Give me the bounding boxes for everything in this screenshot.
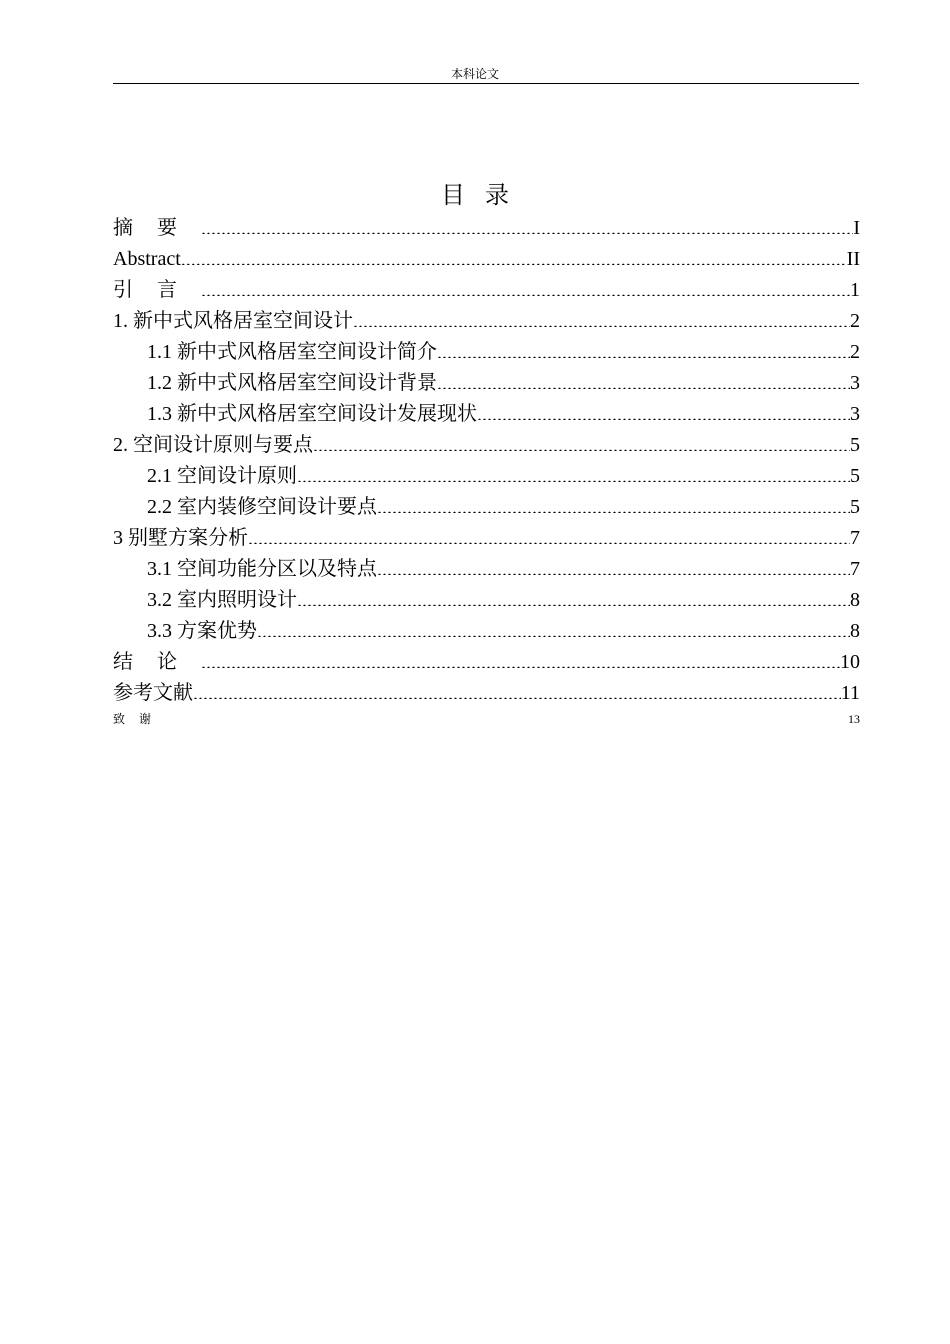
toc-entry-label: 1.1 新中式风格居室空间设计简介: [147, 341, 437, 363]
table-of-contents: [113, 213, 860, 729]
toc-leader-dots: [353, 307, 850, 327]
toc-entry-label: 参考文献: [113, 682, 193, 704]
toc-entry-page: 8: [850, 620, 860, 642]
toc-leader-dots: [181, 245, 847, 265]
toc-entry-page: 10: [840, 651, 860, 673]
toc-entry-page: 7: [850, 527, 860, 549]
header-rule: [113, 83, 859, 84]
toc-entry-chapter-1[interactable]: [113, 306, 860, 337]
toc-entry-section-2-2[interactable]: [113, 492, 860, 523]
toc-entry-label: Abstract: [113, 248, 181, 270]
page-header: 本科论文: [450, 67, 499, 81]
toc-entry-label: 摘要: [113, 217, 201, 239]
toc-entry-page: 5: [850, 496, 860, 518]
toc-entry-acknowledgements[interactable]: [113, 709, 860, 729]
toc-leader-dots: [193, 679, 841, 699]
toc-entry-label: 2.2 室内装修空间设计要点: [147, 496, 377, 518]
toc-entry-label: 致谢: [113, 712, 166, 726]
toc-entry-chapter-3[interactable]: [113, 523, 860, 554]
toc-entry-abstract-cn[interactable]: [113, 213, 860, 244]
toc-entry-page: 7: [850, 558, 860, 580]
toc-entry-page: II: [846, 248, 860, 270]
toc-leader-dots: [297, 586, 850, 606]
toc-entry-page: 3: [850, 372, 860, 394]
toc-leader-dots: [257, 617, 850, 637]
toc-entry-label: 引言: [113, 279, 201, 301]
toc-leader-dots: [201, 214, 853, 234]
toc-leader-dots: [297, 462, 850, 482]
toc-entry-label: 结论: [113, 651, 201, 673]
toc-entry-label: 3.2 室内照明设计: [147, 589, 297, 611]
toc-entry-label: 1.3 新中式风格居室空间设计发展现状: [147, 403, 477, 425]
toc-entry-section-3-1[interactable]: [113, 554, 860, 585]
toc-entry-page: 13: [848, 712, 860, 726]
toc-entry-section-1-3[interactable]: [113, 399, 860, 430]
toc-leader-dots: [377, 493, 850, 513]
toc-leader-dots: [165, 711, 848, 723]
toc-entry-section-3-3[interactable]: [113, 616, 860, 647]
toc-entry-label: 1. 新中式风格居室空间设计: [113, 310, 353, 332]
toc-entry-page: 11: [840, 682, 860, 704]
toc-leader-dots: [437, 338, 850, 358]
toc-entry-page: 3: [850, 403, 860, 425]
toc-entry-section-2-1[interactable]: [113, 461, 860, 492]
toc-entry-label: 3 别墅方案分析: [113, 527, 248, 549]
toc-entry-page: 2: [850, 341, 860, 363]
toc-entry-page: I: [853, 217, 860, 239]
toc-entry-label: 2. 空间设计原则与要点: [113, 434, 313, 456]
toc-entry-conclusion[interactable]: [113, 647, 860, 678]
toc-leader-dots: [201, 276, 850, 296]
toc-entry-abstract-en[interactable]: [113, 244, 860, 275]
toc-leader-dots: [477, 400, 850, 420]
toc-leader-dots: [437, 369, 850, 389]
toc-entry-page: 5: [850, 434, 860, 456]
toc-entry-label: 2.1 空间设计原则: [147, 465, 297, 487]
toc-entry-page: 5: [850, 465, 860, 487]
toc-leader-dots: [201, 648, 840, 668]
toc-entry-references[interactable]: [113, 678, 860, 709]
toc-leader-dots: [248, 524, 850, 544]
toc-entry-chapter-2[interactable]: [113, 430, 860, 461]
toc-leader-dots: [313, 431, 850, 451]
toc-title: 目录: [441, 181, 529, 209]
toc-entry-label: 1.2 新中式风格居室空间设计背景: [147, 372, 437, 394]
toc-entry-section-1-1[interactable]: [113, 337, 860, 368]
toc-entry-page: 2: [850, 310, 860, 332]
toc-leader-dots: [377, 555, 850, 575]
toc-entry-label: 3.3 方案优势: [147, 620, 257, 642]
toc-entry-section-3-2[interactable]: [113, 585, 860, 616]
toc-entry-page: 8: [850, 589, 860, 611]
toc-entry-page: 1: [850, 279, 860, 301]
toc-entry-section-1-2[interactable]: [113, 368, 860, 399]
toc-entry-introduction[interactable]: [113, 275, 860, 306]
toc-entry-label: 3.1 空间功能分区以及特点: [147, 558, 377, 580]
